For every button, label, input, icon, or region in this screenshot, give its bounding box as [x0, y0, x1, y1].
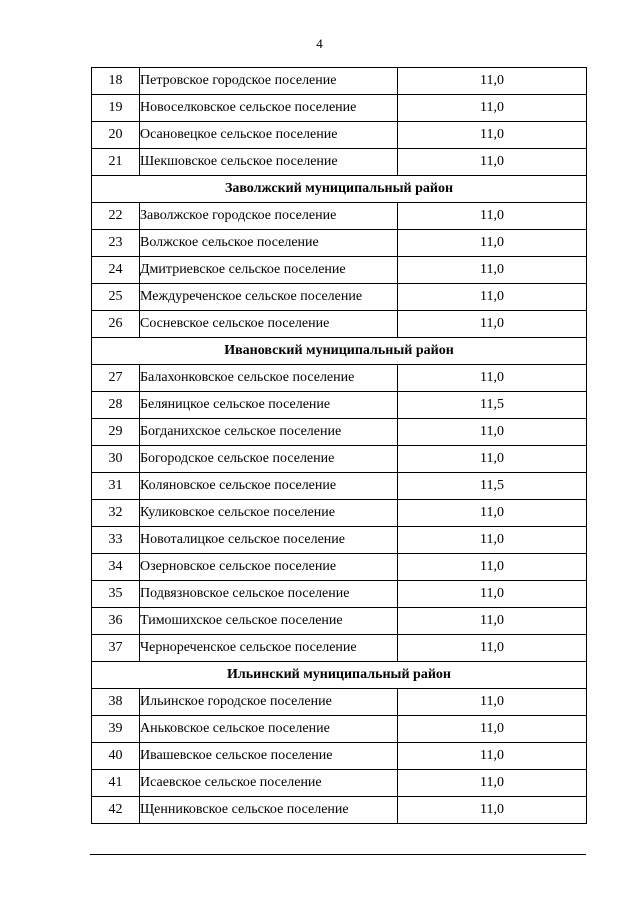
table-row — [92, 149, 587, 176]
table-row — [92, 95, 587, 122]
settlement-name: Куликовское сельское поселение — [140, 500, 398, 527]
table-row — [92, 203, 587, 230]
section-title: Заволжский муниципальный район — [92, 176, 587, 203]
settlement-name: Дмитриевское сельское поселение — [140, 257, 398, 284]
row-number: 24 — [92, 257, 140, 284]
table-row — [92, 122, 587, 149]
rate-value: 11,5 — [398, 473, 587, 500]
settlement-name: Балахонковское сельское поселение — [140, 365, 398, 392]
rate-value: 11,0 — [398, 122, 587, 149]
rate-value: 11,0 — [398, 203, 587, 230]
table-row — [92, 500, 587, 527]
row-number: 31 — [92, 473, 140, 500]
rate-value: 11,0 — [398, 95, 587, 122]
row-number: 20 — [92, 122, 140, 149]
row-number: 18 — [92, 68, 140, 95]
settlement-name: Ильинское городское поселение — [140, 689, 398, 716]
rate-value: 11,0 — [398, 419, 587, 446]
settlements-table — [91, 67, 587, 824]
row-number: 33 — [92, 527, 140, 554]
row-number: 42 — [92, 797, 140, 824]
row-number: 30 — [92, 446, 140, 473]
settlement-name: Подвязновское сельское поселение — [140, 581, 398, 608]
rate-value: 11,0 — [398, 257, 587, 284]
row-number: 39 — [92, 716, 140, 743]
section-title: Ильинский муниципальный район — [92, 662, 587, 689]
section-header-row — [92, 338, 587, 365]
table-row — [92, 581, 587, 608]
row-number: 27 — [92, 365, 140, 392]
settlement-name: Аньковское сельское поселение — [140, 716, 398, 743]
table-row — [92, 770, 587, 797]
row-number: 37 — [92, 635, 140, 662]
row-number: 26 — [92, 311, 140, 338]
settlement-name: Богданихское сельское поселение — [140, 419, 398, 446]
rate-value: 11,0 — [398, 149, 587, 176]
row-number: 38 — [92, 689, 140, 716]
rate-value: 11,0 — [398, 500, 587, 527]
table-row — [92, 689, 587, 716]
settlement-name: Новоселковское сельское поселение — [140, 95, 398, 122]
table-row — [92, 797, 587, 824]
rate-value: 11,0 — [398, 284, 587, 311]
rate-value: 11,0 — [398, 770, 587, 797]
settlement-name: Чернореченское сельское поселение — [140, 635, 398, 662]
rate-value: 11,0 — [398, 689, 587, 716]
table-row — [92, 635, 587, 662]
rate-value: 11,5 — [398, 392, 587, 419]
rate-value: 11,0 — [398, 446, 587, 473]
row-number: 23 — [92, 230, 140, 257]
table-row — [92, 68, 587, 95]
bottom-rule — [90, 854, 586, 855]
table-row — [92, 554, 587, 581]
settlement-name: Осановецкое сельское поселение — [140, 122, 398, 149]
rate-value: 11,0 — [398, 527, 587, 554]
table-row — [92, 311, 587, 338]
section-header-row — [92, 176, 587, 203]
settlement-name: Тимошихское сельское поселение — [140, 608, 398, 635]
row-number: 29 — [92, 419, 140, 446]
settlement-name: Петровское городское поселение — [140, 68, 398, 95]
row-number: 25 — [92, 284, 140, 311]
table-row — [92, 284, 587, 311]
table-row — [92, 365, 587, 392]
rate-value: 11,0 — [398, 554, 587, 581]
table-row — [92, 257, 587, 284]
table-body — [92, 68, 587, 824]
settlement-name: Ивашевское сельское поселение — [140, 743, 398, 770]
table-row — [92, 446, 587, 473]
rate-value: 11,0 — [398, 716, 587, 743]
section-header-row — [92, 662, 587, 689]
page-number: 4 — [316, 36, 323, 51]
rate-value: 11,0 — [398, 635, 587, 662]
row-number: 35 — [92, 581, 140, 608]
table-row — [92, 392, 587, 419]
rate-value: 11,0 — [398, 743, 587, 770]
settlement-name: Коляновское сельское поселение — [140, 473, 398, 500]
row-number: 22 — [92, 203, 140, 230]
rate-value: 11,0 — [398, 608, 587, 635]
table-row — [92, 230, 587, 257]
settlement-name: Волжское сельское поселение — [140, 230, 398, 257]
row-number: 32 — [92, 500, 140, 527]
settlement-name: Щенниковское сельское поселение — [140, 797, 398, 824]
settlement-name: Шекшовское сельское поселение — [140, 149, 398, 176]
row-number: 41 — [92, 770, 140, 797]
settlement-name: Междуреченское сельское поселение — [140, 284, 398, 311]
row-number: 28 — [92, 392, 140, 419]
settlement-name: Озерновское сельское поселение — [140, 554, 398, 581]
rate-value: 11,0 — [398, 311, 587, 338]
rate-value: 11,0 — [398, 230, 587, 257]
table-row — [92, 419, 587, 446]
rate-value: 11,0 — [398, 68, 587, 95]
table-row — [92, 527, 587, 554]
settlement-name: Заволжское городское поселение — [140, 203, 398, 230]
settlement-name: Исаевское сельское поселение — [140, 770, 398, 797]
settlement-name: Богородское сельское поселение — [140, 446, 398, 473]
table-row — [92, 743, 587, 770]
row-number: 21 — [92, 149, 140, 176]
table-row — [92, 716, 587, 743]
rate-value: 11,0 — [398, 797, 587, 824]
rate-value: 11,0 — [398, 581, 587, 608]
row-number: 34 — [92, 554, 140, 581]
row-number: 36 — [92, 608, 140, 635]
row-number: 19 — [92, 95, 140, 122]
settlement-name: Новоталицкое сельское поселение — [140, 527, 398, 554]
section-title: Ивановский муниципальный район — [92, 338, 587, 365]
row-number: 40 — [92, 743, 140, 770]
settlement-name: Сосневское сельское поселение — [140, 311, 398, 338]
table-row — [92, 608, 587, 635]
rate-value: 11,0 — [398, 365, 587, 392]
settlement-name: Беляницкое сельское поселение — [140, 392, 398, 419]
table-row — [92, 473, 587, 500]
